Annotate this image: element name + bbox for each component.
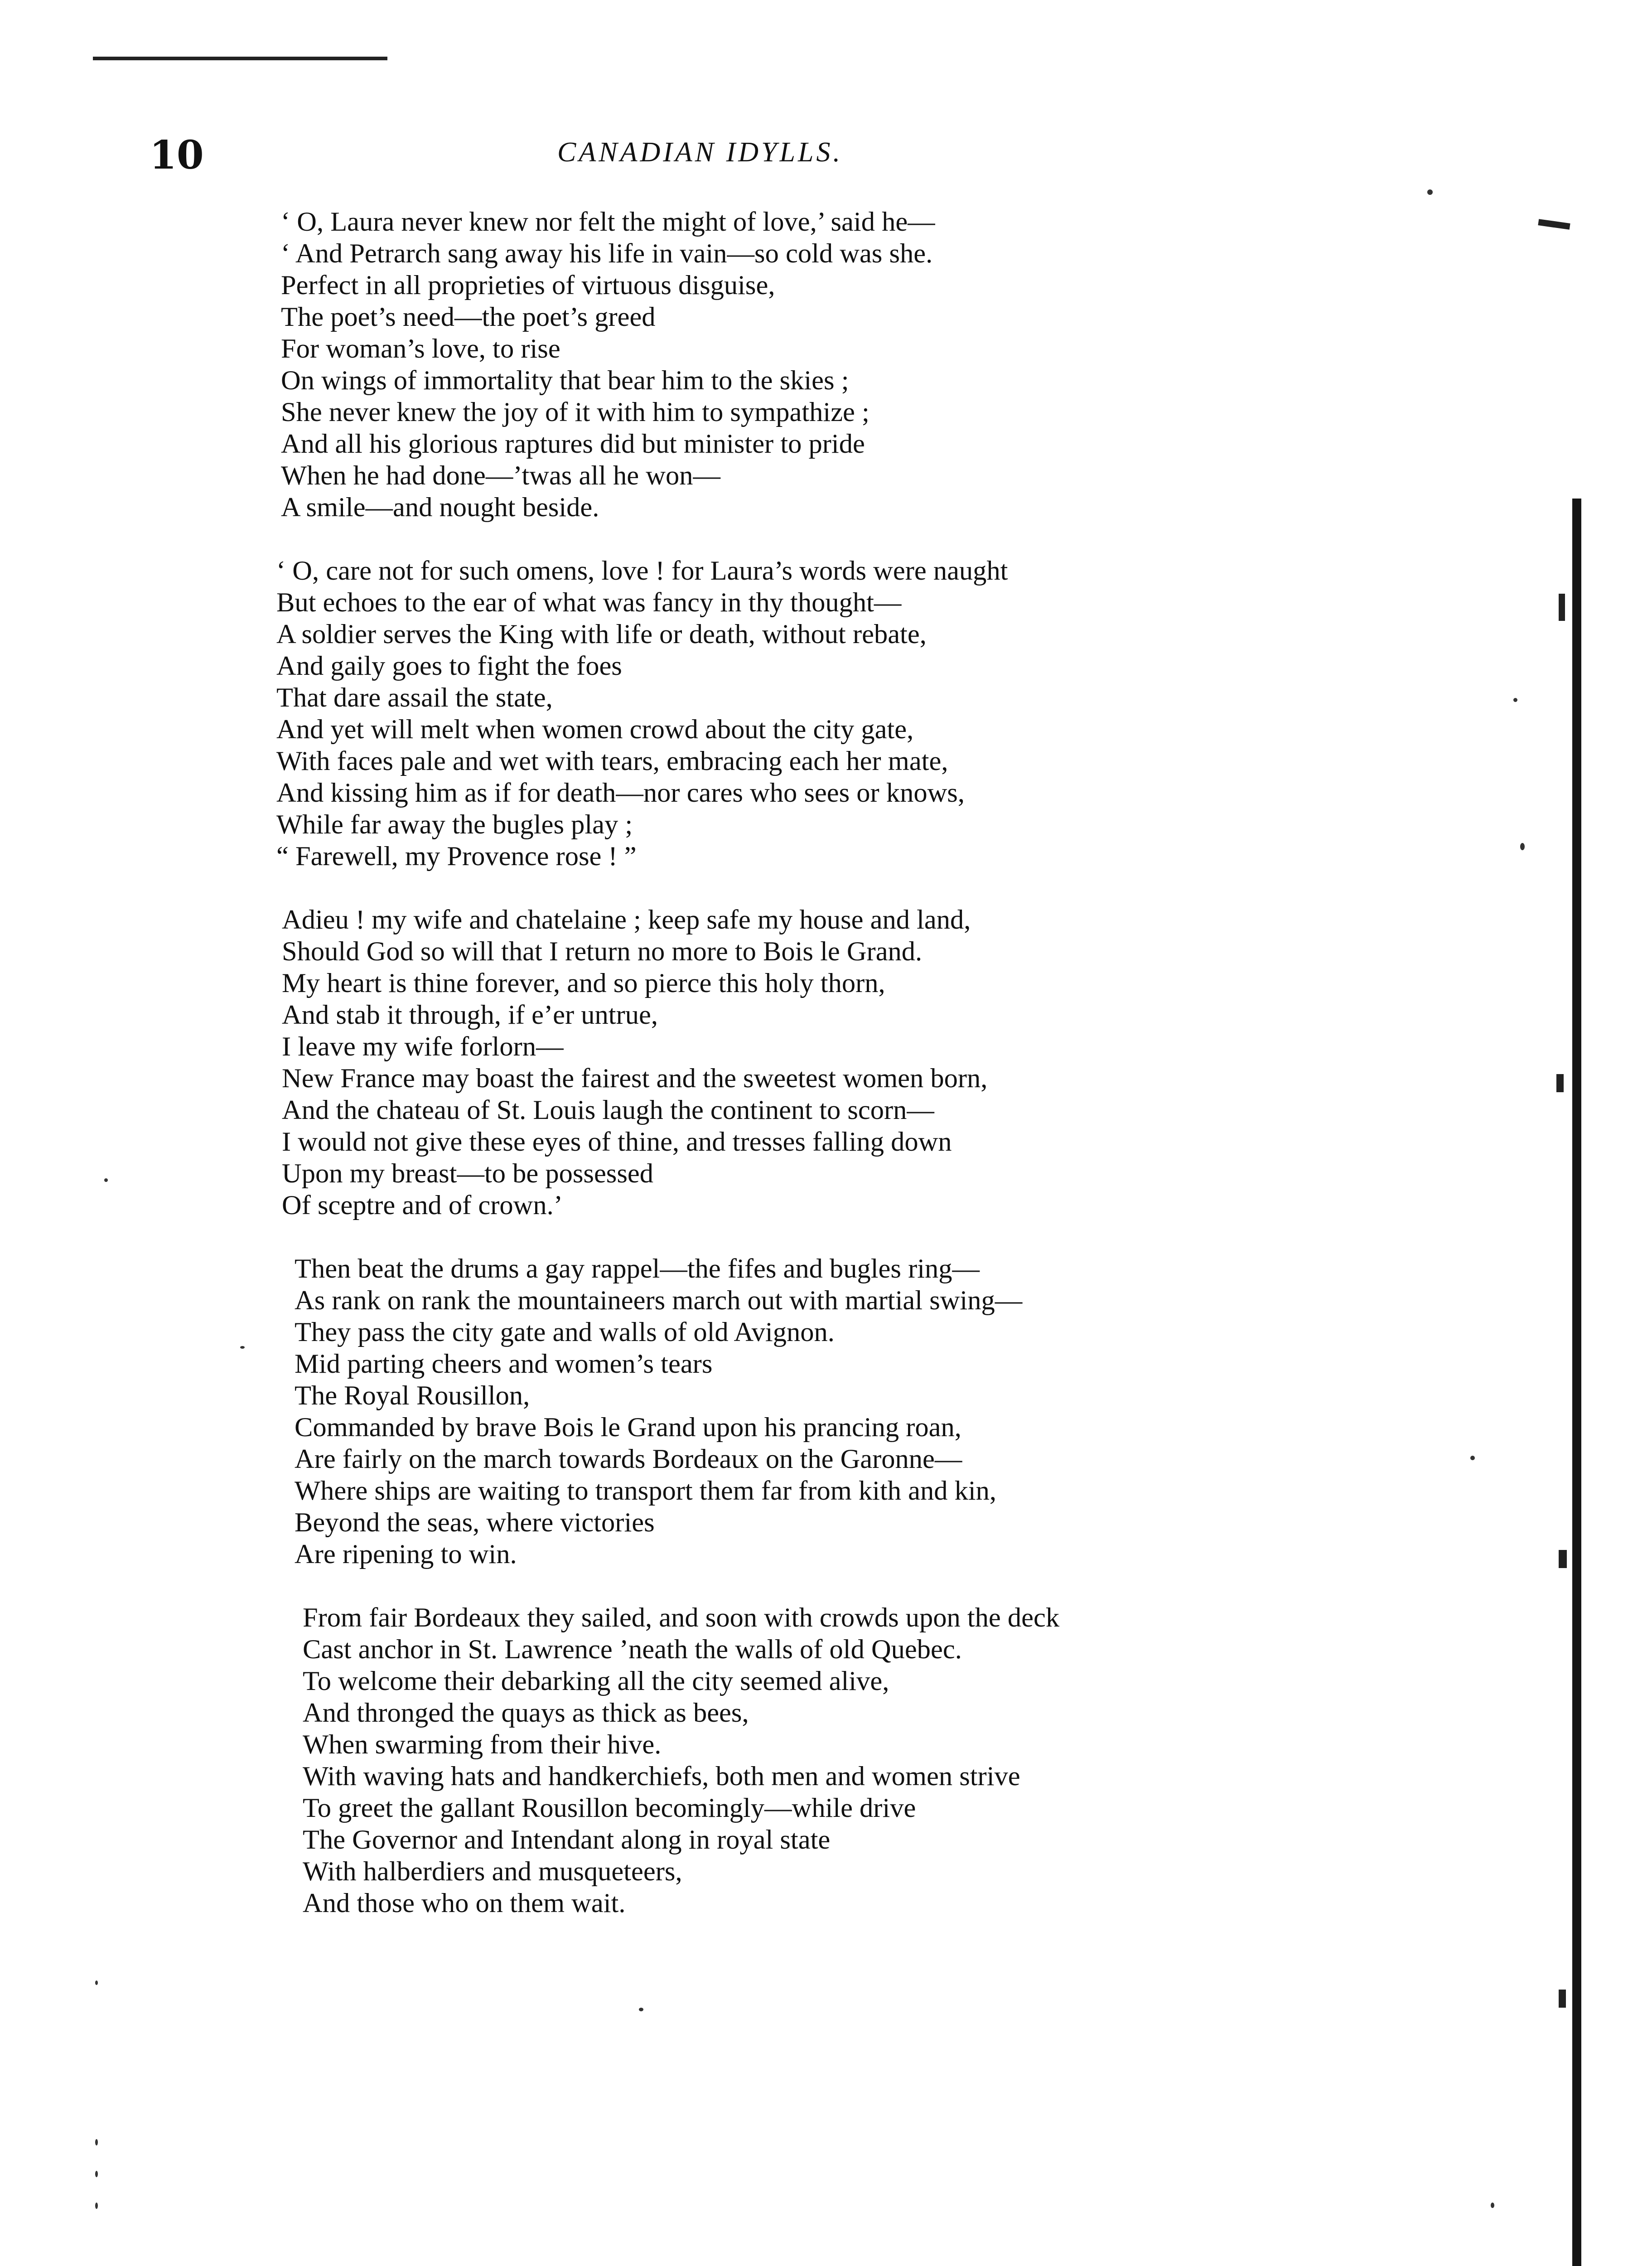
poem-line: Adieu ! my wife and chatelaine ; keep safe my house and land, bbox=[282, 905, 971, 935]
speck bbox=[1427, 189, 1433, 195]
speck bbox=[240, 1346, 245, 1349]
poem-body bbox=[276, 206, 1319, 1951]
poem-line: My heart is thine forever, and so pierce this holy thorn, bbox=[282, 968, 885, 998]
poem-line: Where ships are waiting to transport them far from kith and kin, bbox=[295, 1476, 997, 1506]
margin-tick-mark bbox=[1556, 1074, 1564, 1092]
poem-line: A soldier serves the King with life or death, without rebate, bbox=[276, 619, 927, 649]
poem-line: I would not give these eyes of thine, and tresses falling down bbox=[282, 1127, 952, 1157]
poem-line: Of sceptre and of crown.’ bbox=[282, 1190, 563, 1220]
poem-line: And all his glorious raptures did but minister to pride bbox=[281, 429, 865, 459]
poem-line: That dare assail the state, bbox=[276, 683, 553, 713]
poem-line: ‘ O, care not for such omens, love ! for Laura’s words were naught bbox=[276, 556, 1008, 586]
poem-line: To welcome their debarking all the city seemed alive, bbox=[303, 1666, 889, 1696]
speck bbox=[95, 1980, 98, 1985]
margin-tick-mark bbox=[1559, 594, 1565, 621]
poem-line: Mid parting cheers and women’s tears bbox=[295, 1349, 713, 1379]
poem-line: ‘ And Petrarch sang away his life in vain—so cold was she. bbox=[281, 238, 933, 269]
poem-line: Are fairly on the march towards Bordeaux on the Garonne— bbox=[295, 1444, 962, 1474]
stanza-1 bbox=[281, 206, 1319, 523]
poem-line: And yet will melt when women crowd about the city gate, bbox=[276, 714, 914, 745]
poem-line: While far away the bugles play ; bbox=[276, 809, 633, 840]
poem-line: With halberdiers and musqueteers, bbox=[303, 1856, 682, 1887]
margin-tick-mark bbox=[1559, 1990, 1566, 2008]
poem-line: With faces pale and wet with tears, embracing each her mate, bbox=[276, 746, 948, 776]
poem-line: Cast anchor in St. Lawrence ’neath the walls of old Quebec. bbox=[303, 1634, 962, 1665]
margin-arrow-mark bbox=[1538, 219, 1570, 230]
poem-line: “ Farewell, my Provence rose ! ” bbox=[276, 841, 637, 872]
speck bbox=[104, 1178, 108, 1182]
poem-line: With waving hats and handkerchiefs, both men and women strive bbox=[303, 1761, 1020, 1791]
poem-line: And gaily goes to fight the foes bbox=[276, 651, 622, 681]
poem-line: Commanded by brave Bois le Grand upon his prancing roan, bbox=[295, 1412, 961, 1443]
poem-line: They pass the city gate and walls of old Avignon. bbox=[295, 1317, 835, 1347]
poem-line: And those who on them wait. bbox=[303, 1888, 626, 1918]
poem-line: On wings of immortality that bear him to the skies ; bbox=[281, 365, 849, 396]
binding-edge-shadow bbox=[1572, 499, 1581, 2266]
poem-line: Should God so will that I return no more to Bois le Grand. bbox=[282, 936, 923, 967]
poem-line: And thronged the quays as thick as bees, bbox=[303, 1698, 749, 1728]
speck bbox=[1520, 843, 1525, 850]
running-head: CANADIAN IDYLLS. bbox=[557, 137, 843, 168]
margin-tick-mark bbox=[1559, 1550, 1567, 1568]
poem-line: ‘ O, Laura never knew nor felt the might of love,’ said he— bbox=[281, 207, 935, 237]
speck bbox=[1491, 2203, 1494, 2208]
poem-line: From fair Bordeaux they sailed, and soon with crowds upon the deck bbox=[303, 1603, 1060, 1633]
poem-line: And stab it through, if e’er untrue, bbox=[282, 1000, 658, 1030]
poem-line: She never knew the joy of it with him to sympathize ; bbox=[281, 397, 869, 427]
poem-line: When swarming from their hive. bbox=[303, 1729, 662, 1760]
poem-line: For woman’s love, to rise bbox=[281, 334, 560, 364]
stanza-3 bbox=[282, 904, 1319, 1221]
speck bbox=[95, 2139, 98, 2145]
speck bbox=[1470, 1456, 1475, 1460]
poem-line: Upon my breast—to be possessed bbox=[282, 1158, 653, 1189]
poem-line: Perfect in all proprieties of virtuous disguise, bbox=[281, 270, 775, 300]
poem-line: And kissing him as if for death—nor cares who sees or knows, bbox=[276, 778, 965, 808]
speck bbox=[639, 2008, 643, 2011]
poem-line: I leave my wife forlorn— bbox=[282, 1031, 564, 1062]
poem-line: Beyond the seas, where victories bbox=[295, 1507, 655, 1538]
poem-line: When he had done—’twas all he won— bbox=[281, 460, 720, 491]
top-rule bbox=[93, 57, 387, 60]
poem-line: As rank on rank the mountaineers march out with martial swing— bbox=[295, 1285, 1023, 1316]
poem-line: The Royal Rousillon, bbox=[295, 1380, 530, 1411]
stanza-2 bbox=[276, 555, 1319, 872]
poem-line: The poet’s need—the poet’s greed bbox=[281, 302, 656, 332]
poem-line: The Governor and Intendant along in royal state bbox=[303, 1825, 831, 1855]
speck bbox=[1513, 698, 1517, 702]
stanza-5 bbox=[303, 1602, 1319, 1919]
poem-line: And the chateau of St. Louis laugh the continent to scorn— bbox=[282, 1095, 934, 1125]
speck bbox=[95, 2203, 98, 2209]
page-number: 10 bbox=[150, 132, 204, 178]
poem-line: But echoes to the ear of what was fancy in thy thought— bbox=[276, 587, 902, 618]
stanza-4 bbox=[295, 1253, 1319, 1570]
poem-line: A smile—and nought beside. bbox=[281, 492, 599, 523]
poem-line: Then beat the drums a gay rappel—the fifes and bugles ring— bbox=[295, 1254, 980, 1284]
speck bbox=[95, 2171, 98, 2177]
poem-line: To greet the gallant Rousillon becomingly—while drive bbox=[303, 1793, 916, 1823]
poem-line: New France may boast the fairest and the sweetest women born, bbox=[282, 1063, 988, 1094]
poem-line: Are ripening to win. bbox=[295, 1539, 517, 1569]
